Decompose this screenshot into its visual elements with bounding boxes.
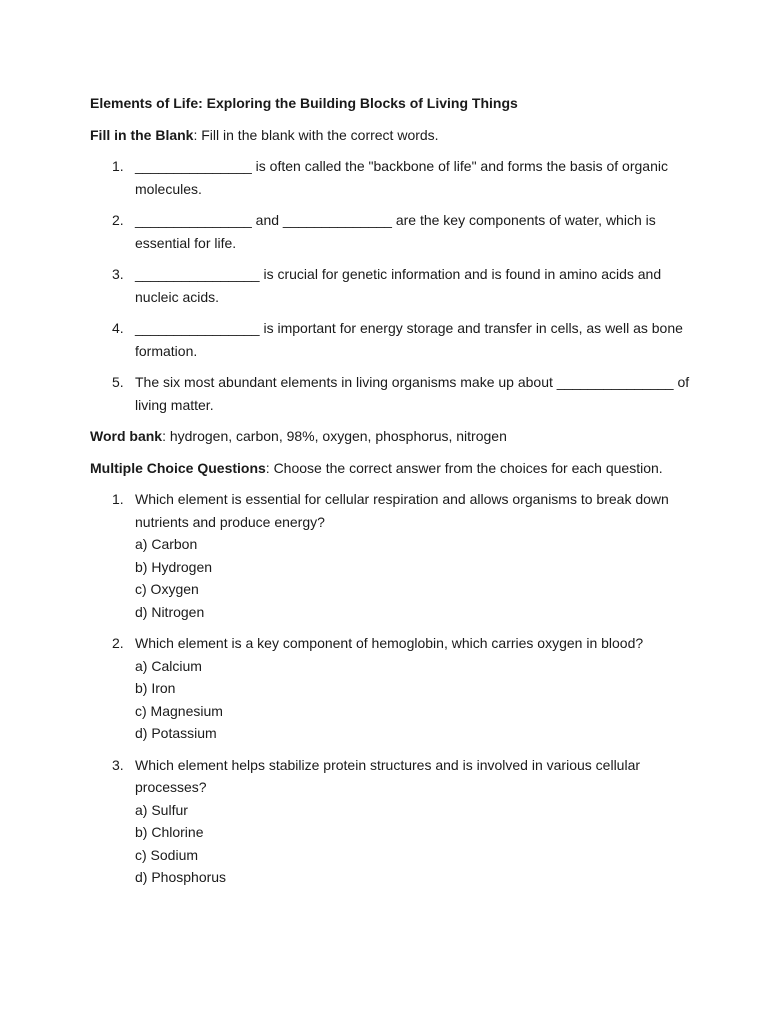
item-number: 3. — [112, 266, 124, 282]
fill-blank-instruction: : Fill in the blank with the correct words. — [193, 126, 439, 143]
item-text: _______________ is often called the "backbone of life" and forms the basis of organic molecules. — [135, 158, 668, 197]
answer-option: d) Nitrogen — [135, 603, 205, 620]
item-number: 4. — [112, 320, 124, 336]
mcq-item — [90, 754, 690, 889]
fill-blank-item — [90, 155, 690, 200]
fill-blank-list — [90, 155, 690, 416]
mcq-heading: Multiple Choice Questions — [90, 459, 266, 476]
item-text: _______________ and ______________ are the key components of water, which is essential for life. — [135, 212, 656, 251]
mcq-list — [90, 488, 690, 889]
fill-blank-item — [90, 263, 690, 308]
item-number: 1. — [112, 491, 124, 507]
fill-blank-item — [90, 317, 690, 362]
word-bank-text: : hydrogen, carbon, 98%, oxygen, phosphorus, nitrogen — [162, 428, 507, 444]
answer-option: a) Sulfur — [135, 801, 188, 818]
answer-option: d) Phosphorus — [135, 869, 227, 885]
answer-option: c) Magnesium — [135, 702, 223, 719]
item-number: 3. — [112, 756, 124, 773]
answer-option: b) Chlorine — [135, 824, 204, 840]
fill-blank-intro — [90, 124, 690, 147]
answer-option: a) Calcium — [135, 657, 202, 674]
item-number: 2. — [112, 212, 124, 228]
item-text: ________________ is crucial for genetic information and is found in amino acids and nucleic acids. — [135, 266, 662, 305]
item-text: ________________ is important for energy storage and transfer in cells, as well as bone formation. — [135, 320, 683, 359]
word-bank-heading: Word bank — [90, 428, 163, 444]
answer-option: c) Sodium — [135, 846, 199, 863]
item-number: 1. — [112, 158, 124, 174]
answer-option: d) Potassium — [135, 725, 217, 741]
answer-option: a) Carbon — [135, 536, 198, 552]
question-text: Which element helps stabilize protein structures and is involved in various cellular processes? — [135, 756, 641, 795]
mcq-item — [90, 632, 690, 745]
answer-option: c) Oxygen — [135, 581, 199, 597]
mcq-instruction: : Choose the correct answer from the choices for each question. — [265, 459, 663, 476]
answer-option: b) Hydrogen — [135, 558, 213, 575]
fill-blank-item — [90, 371, 690, 416]
question-text: Which element is essential for cellular respiration and allows organisms to break down nutrients and produce energy? — [135, 491, 669, 530]
word-bank — [90, 425, 690, 448]
mcq-item — [90, 488, 690, 623]
item-number: 5. — [112, 374, 124, 390]
fill-blank-item — [90, 209, 690, 254]
item-text: The six most abundant elements in living organisms make up about _______________ of living matter. — [135, 374, 690, 413]
item-number: 2. — [112, 635, 124, 651]
mcq-intro — [90, 457, 690, 480]
answer-option: b) Iron — [135, 680, 176, 696]
fill-blank-heading: Fill in the Blank — [90, 126, 194, 143]
document-content — [90, 92, 690, 898]
question-text: Which element is a key component of hemoglobin, which carries oxygen in blood? — [135, 635, 644, 651]
page-title: Elements of Life: Exploring the Building Blocks of Living Things — [90, 95, 518, 111]
